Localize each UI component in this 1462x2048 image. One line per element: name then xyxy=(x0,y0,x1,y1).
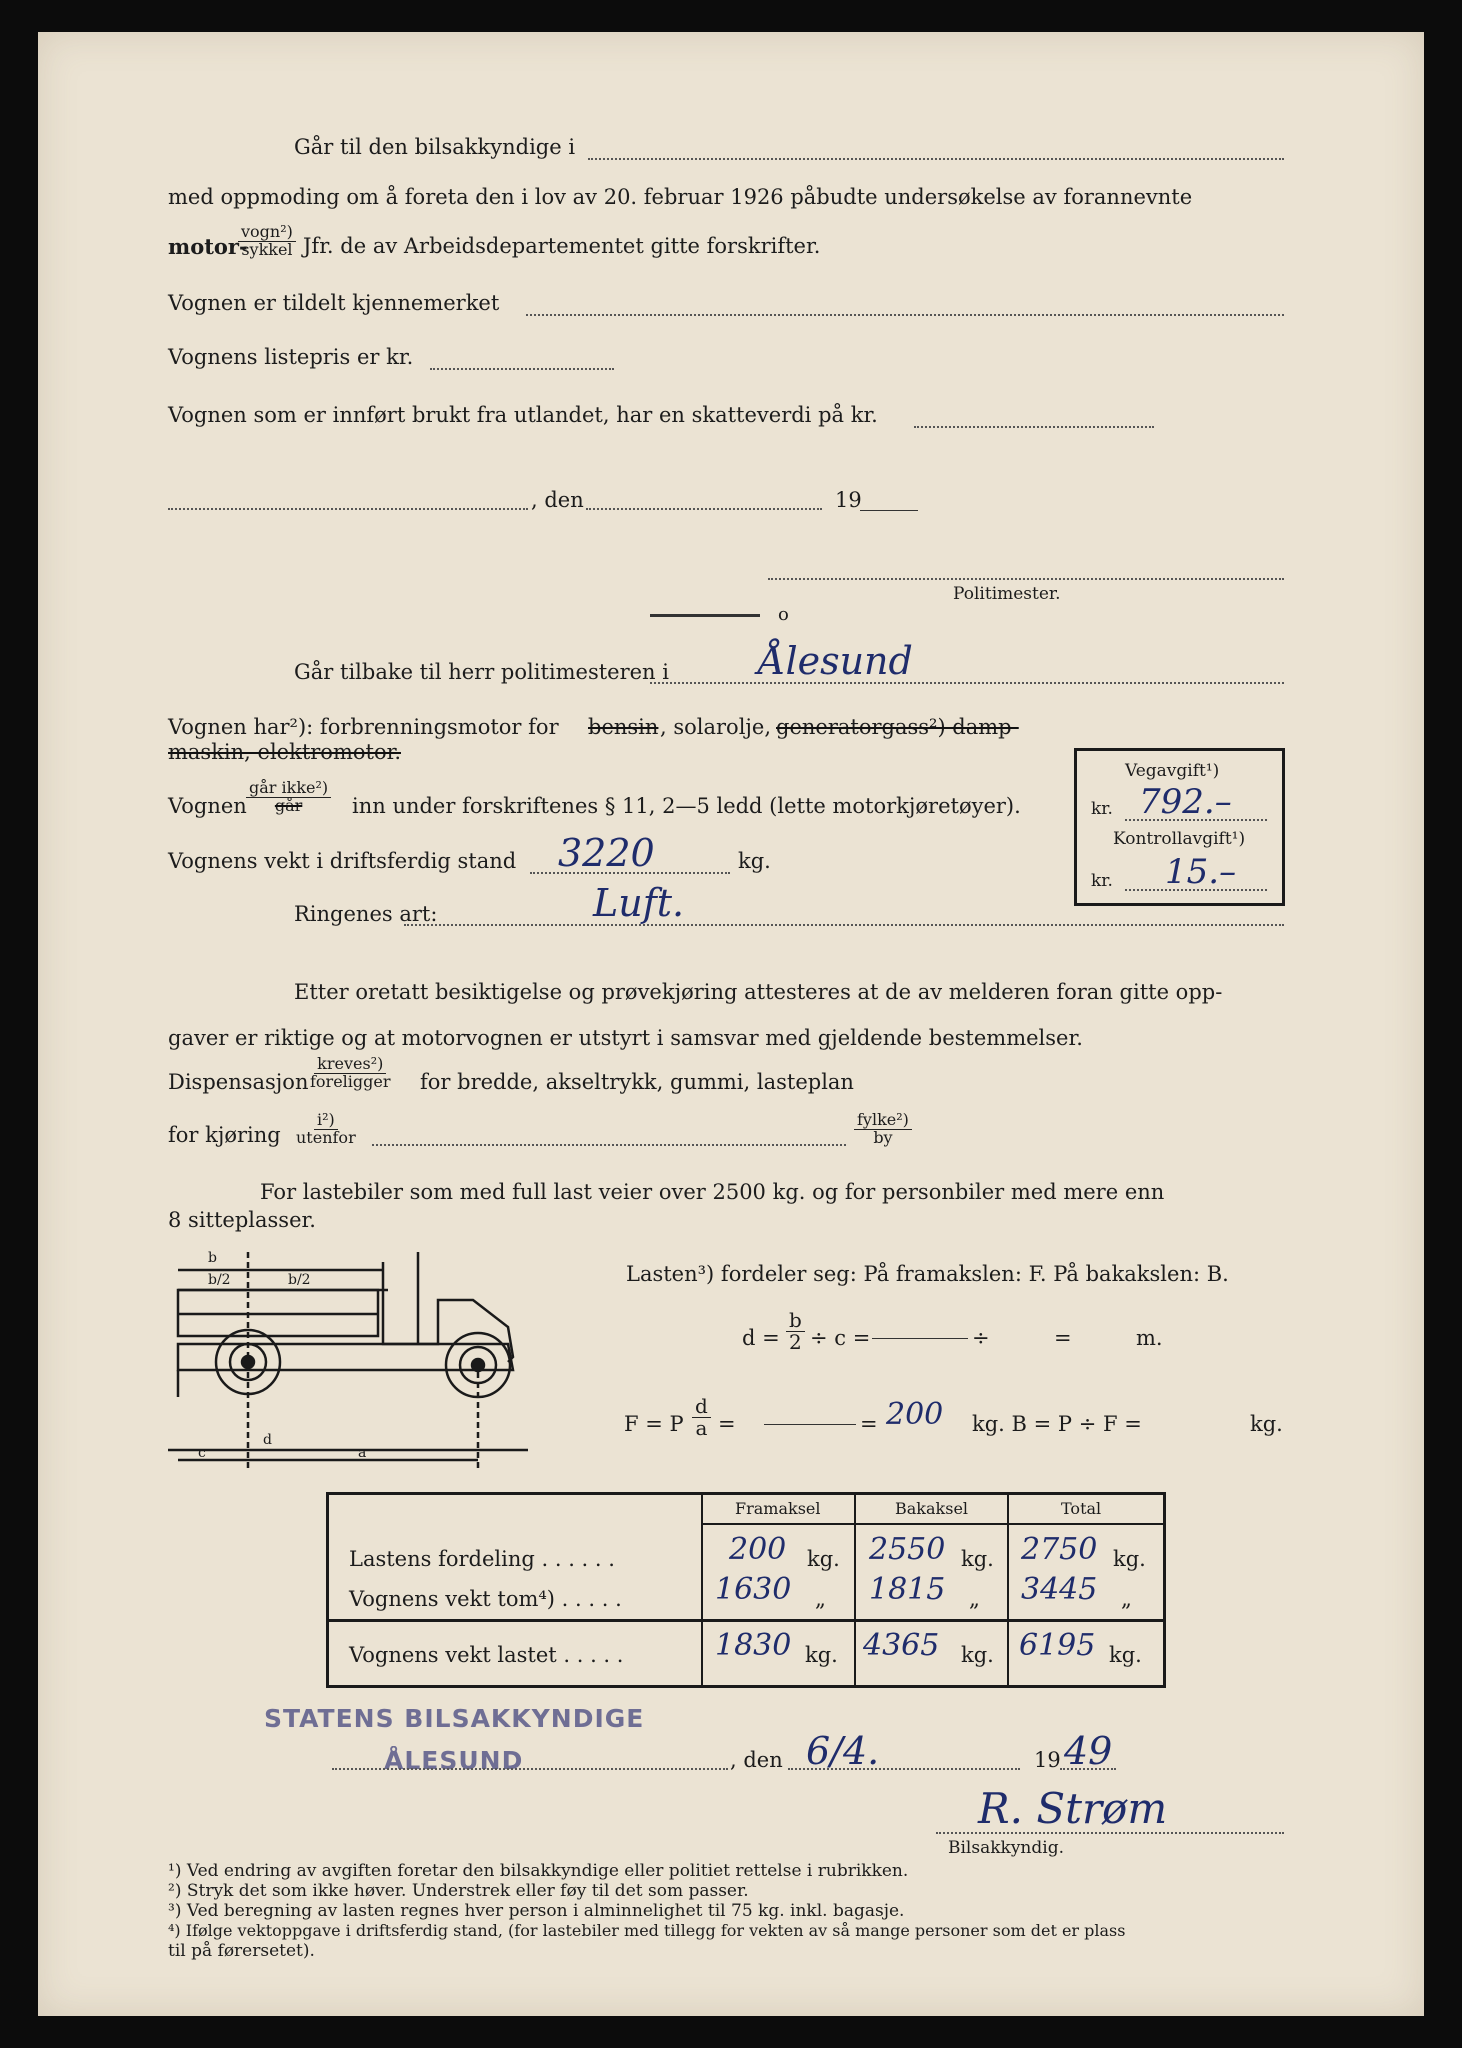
diagram-label-a: a xyxy=(358,1445,367,1461)
forskrift-prefix: Vognen xyxy=(168,794,247,818)
sign-den-label: , den xyxy=(730,1748,783,1772)
row-lastet-fram-unit: kg. xyxy=(805,1643,838,1667)
vegavgift-kr: kr. xyxy=(1091,799,1113,819)
forskrifter-text: Jfr. de av Arbeidsdepartementet gitte forskrifter. xyxy=(303,234,821,258)
d-div: ÷ xyxy=(972,1326,990,1350)
row-tom-total: 3445 xyxy=(1021,1572,1098,1607)
load-table xyxy=(326,1492,1166,1688)
f-eq2: = xyxy=(860,1412,878,1436)
motor-type-prefix: Vognen har²): forbrenningsmotor for xyxy=(168,715,559,739)
d-rest: ÷ c = xyxy=(810,1326,871,1350)
row-tom-bak-unit: „ xyxy=(969,1587,980,1611)
vegavgift-value: 792.– xyxy=(1139,782,1232,822)
ringer-value: Luft. xyxy=(593,881,685,925)
d-blank-1[interactable] xyxy=(872,1338,968,1339)
f-fraction: $\frac{d}{a}$ xyxy=(692,1396,711,1439)
row-lastens-total-unit: kg. xyxy=(1113,1547,1146,1571)
lastebil-line1: For lastebiler som med full last veier over 2500 kg. og for personbiler med mere enn xyxy=(260,1180,1165,1204)
ringer-label: Ringenes art: xyxy=(294,902,438,926)
stamp-line2: ÅLESUND xyxy=(384,1746,524,1775)
row-lastet-total-unit: kg. xyxy=(1109,1643,1142,1667)
footnote-2: ²) Stryk det som ikke høver. Understrek eller føy til det som passer. xyxy=(168,1881,749,1901)
vegavgift-label: Vegavgift¹) xyxy=(1125,761,1220,781)
f-eq: = xyxy=(718,1412,736,1436)
kjoring-label: for kjøring xyxy=(168,1123,281,1147)
fee-box xyxy=(1074,748,1285,906)
d-eq: = xyxy=(1054,1326,1072,1350)
kjoring-field[interactable] xyxy=(372,1144,846,1146)
sign-place-field[interactable] xyxy=(332,1768,728,1770)
year-field[interactable] xyxy=(860,510,918,511)
row-lastens-fram-unit: kg. xyxy=(807,1547,840,1571)
header-framaksel: Framaksel xyxy=(735,1499,821,1518)
vekt-value: 3220 xyxy=(558,831,655,875)
bilsakkyndig-signature: R. Strøm xyxy=(978,1784,1168,1833)
diagram-label-b: b xyxy=(208,1250,217,1266)
return-city-field[interactable] xyxy=(650,682,1284,684)
form-sheet xyxy=(38,32,1424,2016)
forskrift-fraction: går ikke²) går xyxy=(246,780,331,815)
forskrift-text: inn under forskriftenes § 11, 2—5 ledd (lette motorkjøretøyer). xyxy=(352,794,1021,818)
kontroll-label: Kontrollavgift¹) xyxy=(1113,829,1246,849)
row-lastet-fram: 1830 xyxy=(715,1628,792,1663)
sign-year-value: 49 xyxy=(1064,1729,1113,1773)
motor-fraction: vogn²) sykkel xyxy=(238,224,296,259)
attest-line2: gaver er riktige og at motorvognen er utstyrt i samsvar med gjeldende bestemmelser. xyxy=(168,1026,1083,1050)
bilsakkyndig-label: Bilsakkyndig. xyxy=(948,1838,1064,1858)
row-lastens-total: 2750 xyxy=(1021,1532,1098,1567)
row-lastens-bak-unit: kg. xyxy=(961,1547,994,1571)
row-lastens-label: Lastens fordeling . . . . . . xyxy=(349,1547,615,1571)
f-unit: kg. xyxy=(1250,1412,1283,1436)
diagram-label-c: c xyxy=(198,1445,206,1461)
year-prefix: 19 xyxy=(835,488,862,512)
ringer-field[interactable] xyxy=(404,924,1284,926)
row-tom-fram-unit: „ xyxy=(815,1587,826,1611)
kontroll-value: 15.– xyxy=(1165,852,1237,892)
footnote-4: ⁴) Ifølge vektoppgave i driftsferdig stand, (for lastebiler med tillegg for vekten av så mange personer som det er plass xyxy=(168,1921,1126,1940)
f-prefix: F = P xyxy=(624,1412,684,1436)
d-prefix: d = xyxy=(742,1326,780,1350)
separator-mark: o xyxy=(778,604,789,625)
skatteverdi-label: Vognen som er innført brukt fra utlandet, har en skatteverdi på kr. xyxy=(168,403,878,427)
separator-line xyxy=(650,614,760,617)
motor-line2-struck: maskin, elektromotor. xyxy=(168,740,401,764)
listepris-label: Vognens listepris er kr. xyxy=(168,345,414,369)
d-unit: m. xyxy=(1136,1326,1163,1350)
disp-text: for bredde, akseltrykk, gummi, lasteplan xyxy=(420,1070,854,1094)
place-field[interactable] xyxy=(168,508,528,510)
footnote-4-cont: til på førersetet). xyxy=(168,1941,315,1961)
politimester-sign-field[interactable] xyxy=(768,578,1284,580)
diagram-label-b2-left: b/2 xyxy=(208,1272,231,1288)
politimester-label: Politimester. xyxy=(953,584,1061,604)
motor-solarolje: , solarolje, xyxy=(660,715,772,739)
f-value: 200 xyxy=(886,1397,944,1432)
row-lastet-label: Vognens vekt lastet . . . . . xyxy=(349,1643,624,1667)
row-lastet-bak: 4365 xyxy=(863,1628,940,1663)
motor-prefix: motor- xyxy=(168,234,248,259)
header-bakaksel: Bakaksel xyxy=(895,1499,969,1518)
diagram-label-d: d xyxy=(263,1432,272,1448)
truck-diagram xyxy=(168,1232,588,1482)
row-tom-total-unit: „ xyxy=(1121,1587,1132,1611)
stamp-line1: STATENS BILSAKKYNDIGE xyxy=(264,1704,645,1733)
diagram-label-b2-right: b/2 xyxy=(288,1272,311,1288)
vekt-unit: kg. xyxy=(738,849,771,873)
oppmoding-text: med oppmoding om å foreta den i lov av 20. februar 1926 påbudte undersøkelse av forannevnte xyxy=(168,185,1193,209)
vekt-label: Vognens vekt i driftsferdig stand xyxy=(168,849,517,873)
return-city-value: Ålesund xyxy=(758,639,913,683)
motor-bensin-struck: bensin xyxy=(588,715,659,739)
row-tom-fram: 1630 xyxy=(715,1572,792,1607)
bilsakkyndige-label: Går til den bilsakkyndige i xyxy=(294,135,576,159)
den-label: , den xyxy=(531,488,584,512)
footnote-3: ³) Ved beregning av lasten regnes hver person i alminnelighet til 75 kg. inkl. bagasje. xyxy=(168,1901,905,1921)
listepris-field[interactable] xyxy=(430,368,614,370)
lastebil-line2: 8 sitteplasser. xyxy=(168,1208,316,1232)
disp-label: Dispensasjon xyxy=(168,1070,309,1094)
kontroll-kr: kr. xyxy=(1091,871,1113,891)
header-total: Total xyxy=(1061,1499,1102,1518)
f-rest: kg. B = P ÷ F = xyxy=(972,1412,1142,1436)
bilsakkyndige-field[interactable] xyxy=(588,158,1284,160)
row-lastet-total: 6195 xyxy=(1019,1628,1096,1663)
date-field[interactable] xyxy=(586,508,822,510)
row-lastens-bak: 2550 xyxy=(869,1532,946,1567)
fylke-fraction: fylke²) by xyxy=(854,1112,912,1147)
row-tom-label: Vognens vekt tom⁴) . . . . . xyxy=(349,1587,622,1611)
lasten-text: Lasten³) fordeler seg: På framakslen: F. På bakakslen: B. xyxy=(626,1262,1229,1286)
kjoring-fraction: i²) utenfor xyxy=(296,1110,356,1147)
return-label: Går tilbake til herr politimesteren i xyxy=(294,660,669,684)
disp-fraction: kreves²) foreligger xyxy=(310,1054,391,1091)
kjennemerke-label: Vognen er tildelt kjennemerket xyxy=(168,291,500,315)
skatteverdi-field[interactable] xyxy=(914,426,1154,428)
row-tom-bak: 1815 xyxy=(869,1572,946,1607)
row-lastet-bak-unit: kg. xyxy=(961,1643,994,1667)
d-fraction: $\frac{b}{2}$ xyxy=(786,1310,805,1353)
sign-year-prefix: 19 xyxy=(1034,1748,1061,1772)
kjennemerke-field[interactable] xyxy=(526,314,1284,316)
sign-date-value: 6/4. xyxy=(806,1729,880,1773)
footnote-1: ¹) Ved endring av avgiften foretar den bilsakkyndige eller politiet rettelse i rubrikken. xyxy=(168,1861,909,1881)
motor-gas-struck: generatorgass²) damp- xyxy=(776,715,1019,739)
row-lastens-fram: 200 xyxy=(729,1532,787,1567)
attest-line1: Etter oretatt besiktigelse og prøvekjøring attesteres at de av melderen foran gitte opp- xyxy=(294,980,1223,1004)
f-blank[interactable] xyxy=(764,1424,856,1425)
